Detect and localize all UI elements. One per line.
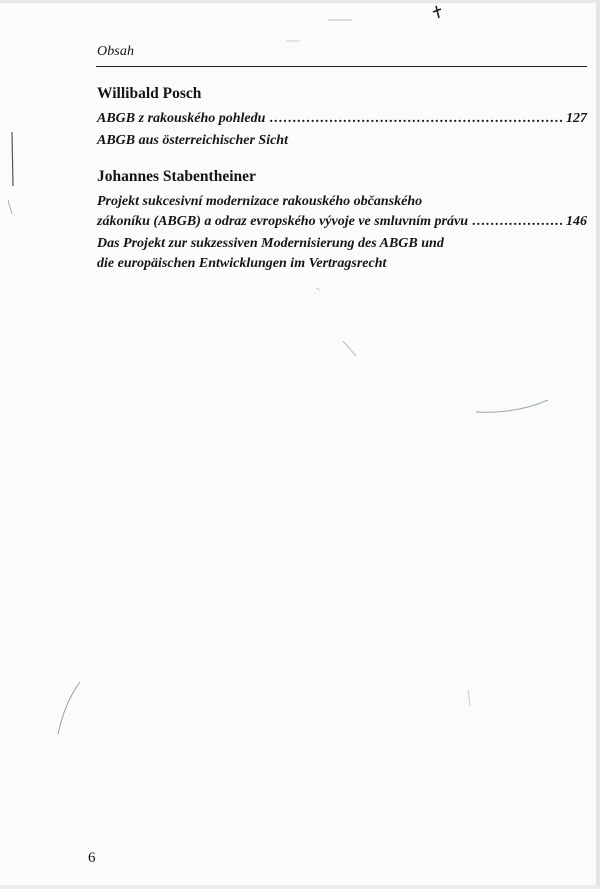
header-rule — [96, 66, 587, 67]
leader-dots — [269, 109, 562, 129]
entry-title-line: Das Projekt zur sukzessiven Modernisierung des ABGB und — [97, 236, 444, 251]
entry-title-line: die europäischen Entwicklungen im Vertragsrecht — [97, 256, 387, 271]
author-name: Willibald Posch — [97, 85, 202, 102]
toc-section — [97, 84, 587, 151]
toc-entry-translation — [97, 234, 587, 274]
toc-entry[interactable] — [97, 192, 587, 232]
page-reference: 146 — [566, 214, 587, 229]
table-of-contents — [97, 84, 587, 288]
running-head: Obsah — [97, 44, 135, 59]
leader-dots — [472, 212, 562, 232]
toc-entry-translation — [97, 131, 587, 151]
author-name: Johannes Stabentheiner — [97, 168, 256, 185]
entry-title-line: ABGB aus österreichischer Sicht — [97, 133, 288, 148]
page-number: 6 — [88, 850, 96, 866]
page-reference: 127 — [566, 111, 587, 126]
toc-entry[interactable] — [97, 109, 587, 129]
toc-section — [97, 167, 587, 274]
entry-title-line: Projekt sukcesivní modernizace rakouského občanského — [97, 194, 423, 209]
entry-title-line: ABGB z rakouského pohledu — [97, 111, 266, 126]
entry-title-line: zákoníku (ABGB) a odraz evropského vývoje ve smluvním právu — [97, 214, 468, 229]
